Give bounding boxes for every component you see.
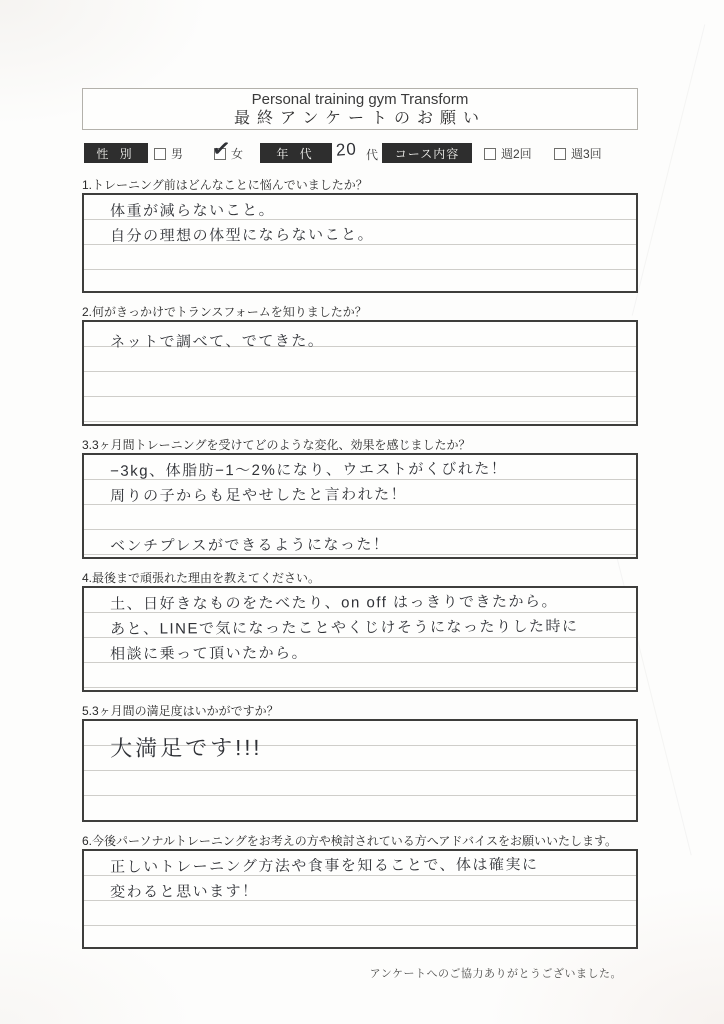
question-label: 1.トレーニング前はどんなことに悩んでいましたか？ (82, 178, 368, 192)
course-label: コース内容 (382, 143, 472, 163)
question-section-3 (82, 438, 638, 559)
handwritten-answer-line: −3kg、体脂肪−1〜2%になり、ウエストがくびれた！ (110, 460, 508, 480)
question-label: 5.3ヶ月間の満足度はいかがですか？ (82, 704, 279, 718)
handwritten-answer-line: あと、LINEで気になったことやくじけそうになったりした時に (110, 617, 579, 638)
gender-female-label: 女 (231, 147, 244, 161)
question-section-4 (82, 571, 638, 692)
handwritten-answer-line: 相談に乗って頂いたから。 (110, 644, 309, 663)
handwritten-answer-line (84, 506, 636, 534)
form-header (82, 88, 638, 130)
handwritten-check-mark: ✓ (210, 134, 233, 162)
course-option-week3 (554, 145, 602, 162)
checkbox-week3 (554, 148, 566, 160)
question-section-2 (82, 305, 638, 426)
gender-male-label: 男 (171, 147, 184, 161)
answer-box (82, 320, 638, 426)
paper-crease (632, 24, 706, 315)
profile-row (82, 134, 638, 166)
gender-option-male (154, 145, 183, 162)
handwritten-age-value: 20 (335, 139, 358, 160)
handwritten-answer-line: 大満足です!!! (110, 734, 263, 761)
question-section-6 (82, 834, 638, 949)
handwritten-answer-line: ネットで調べて、でてきた。 (110, 332, 325, 351)
gym-name-title: Personal training gym Transform (251, 90, 469, 108)
handwritten-answer-line: 周りの子からも足やせしたと言われた！ (110, 486, 408, 505)
course-week2-label: 週2回 (501, 147, 532, 161)
answer-box (82, 849, 638, 949)
handwritten-answer-line: ベンチプレスができるようになった！ (110, 536, 390, 555)
checkbox-week2 (484, 148, 496, 160)
gender-label: 性 別 (84, 143, 148, 163)
answer-box (82, 193, 638, 293)
question-label: 6.今後パーソナルトレーニングをお考えの方や検討されている方へアドバイスをお願いいたします。 (82, 834, 618, 848)
question-label: 4.最後まで頑張れた理由を教えてください。 (82, 571, 321, 585)
course-option-week2 (484, 145, 532, 162)
handwritten-answer-line: 土、日好きなものをたべたり、on off はっきりできたから。 (110, 593, 559, 613)
handwritten-answer-line: 変わると思います！ (110, 882, 259, 901)
handwritten-answer-line: 自分の理想の体型にならないこと。 (110, 226, 375, 245)
answer-box (82, 719, 638, 822)
age-label: 年 代 (260, 143, 332, 163)
handwritten-answer-line: 体重が減らないこと。 (110, 201, 276, 220)
answer-box (82, 586, 638, 692)
thank-you-note: アンケートへのご協力ありがとうございました。 (369, 968, 622, 980)
question-label: 3.3ヶ月間トレーニングを受けてどのような変化、効果を感じましたか？ (82, 438, 471, 452)
question-section-5 (82, 704, 638, 822)
checkbox-male (154, 148, 166, 160)
question-label: 2.何がきっかけでトランスフォームを知りましたか？ (82, 305, 367, 319)
age-suffix: 代 (366, 148, 379, 162)
checkbox-female-checked (210, 134, 233, 162)
form-content (82, 0, 638, 981)
course-week3-label: 週3回 (571, 147, 602, 161)
question-section-1 (82, 178, 638, 293)
answer-box (82, 453, 638, 559)
form-title: 最終アンケートのお願い (233, 109, 487, 127)
handwritten-answer-line: 正しいトレーニング方法や食事を知ることで、体は確実に (110, 856, 539, 876)
gender-option-female (210, 134, 244, 162)
